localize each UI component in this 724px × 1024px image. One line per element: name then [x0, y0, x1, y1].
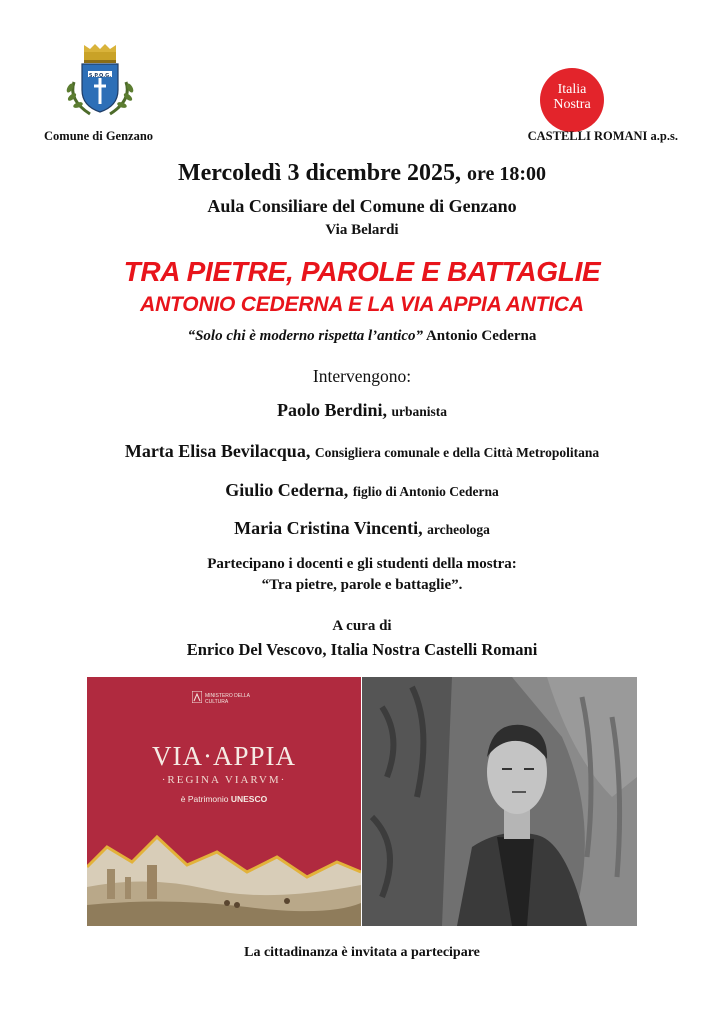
event-date-text: Mercoledì 3 dicembre 2025, [177, 160, 461, 186]
speaker-name: Paolo Berdini, [276, 400, 387, 420]
poster-unesco-word: UNESCO [230, 794, 268, 804]
speaker-name: Marta Elisa Bevilacqua, [124, 441, 311, 461]
speaker-name: Giulio Cederna, [225, 480, 349, 500]
footer-invitation: La cittadinanza è invitata a partecipare [244, 945, 480, 960]
speaker-item [0, 400, 724, 421]
comune-label: Comune di Genzano [44, 129, 154, 143]
italia-nostra-logo-line1: Italia [557, 82, 587, 97]
event-venue: Aula Consiliare del Comune di Genzano [207, 196, 517, 216]
ministry-emblem-icon [192, 691, 202, 703]
castelli-romani-label: CASTELLI ROMANI a.p.s. [527, 129, 678, 143]
speaker-item [0, 441, 724, 462]
event-time: ore 18:00 [466, 163, 547, 185]
genzano-crest-logo [60, 42, 140, 118]
antonio-cederna-photo [362, 677, 637, 926]
quote-author: Antonio Cederna [425, 328, 537, 344]
event-date [0, 160, 724, 187]
main-title: TRA PIETRE, PAROLE E BATTAGLIE [123, 256, 601, 287]
italia-nostra-logo-line2: Nostra [553, 97, 591, 112]
speaker-role: archeologa [427, 522, 490, 537]
ministry-label: MINISTERO DELLA CULTURA [205, 693, 250, 705]
speaker-item [0, 518, 724, 539]
event-street: Via Belardi [325, 222, 399, 238]
italia-nostra-logo [540, 68, 604, 132]
speaker-item [0, 480, 724, 501]
crest-text: S.P.Q.G. [88, 73, 112, 79]
speaker-role: figlio di Antonio Cederna [352, 484, 499, 499]
portrait-illustration [362, 677, 637, 926]
participants-line2: “Tra pietre, parole e battaglie”. [261, 577, 463, 593]
speaker-name: Maria Cristina Vincenti, [234, 518, 423, 538]
speaker-role: urbanista [391, 404, 448, 419]
speakers-intro: Intervengono: [312, 366, 412, 386]
quote-text: “Solo chi è moderno rispetta l’antico” [187, 328, 424, 344]
landscape-painting [87, 827, 361, 926]
poster-unesco [87, 794, 361, 804]
speaker-role: Consigliera comunale e della Città Metropolitana [314, 445, 600, 460]
curator-label: A cura di [332, 618, 392, 634]
quote [0, 328, 724, 345]
via-appia-poster-image [87, 677, 361, 926]
poster-subtitle: ·REGINA VIARVM· [161, 774, 287, 786]
sub-title: ANTONIO CEDERNA E LA VIA APPIA ANTICA [140, 293, 584, 316]
curator-name: Enrico Del Vescovo, Italia Nostra Castelli Romani [186, 640, 538, 659]
participants-line1: Partecipano i docenti e gli studenti della mostra: [207, 556, 517, 572]
poster-unesco-prefix: è Patrimonio [180, 794, 229, 804]
poster-title: VIA·APPIA [152, 741, 296, 771]
